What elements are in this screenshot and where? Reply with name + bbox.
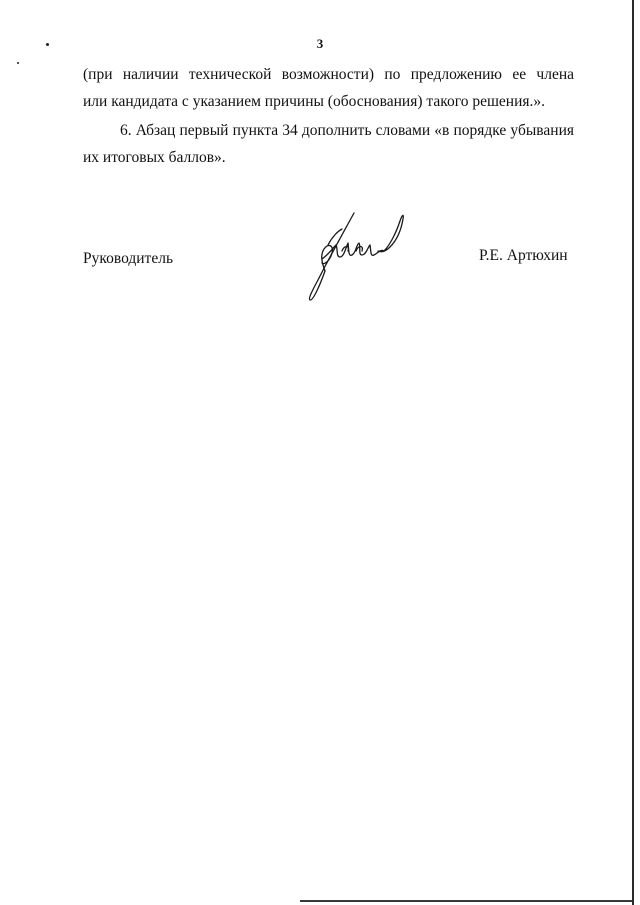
scan-edge-bottom xyxy=(300,900,632,902)
signatory-title: Руководитель xyxy=(83,250,174,267)
paragraph-1-line-1: (при наличии технической возможности) по предложению ее члена xyxy=(83,66,574,83)
page-number: 3 xyxy=(316,36,324,51)
paragraph-1-line-2: или кандидата с указанием причины (обоснования) такого решения.». xyxy=(83,93,545,110)
signatory-name: Р.Е. Артюхин xyxy=(479,247,568,264)
scan-speck xyxy=(17,62,19,64)
handwritten-signature-icon xyxy=(298,205,410,305)
paragraph-2-line-1: 6. Абзац первый пункта 34 дополнить словами «в порядке убывания xyxy=(120,122,574,139)
scan-edge-right xyxy=(632,0,634,905)
paragraph-2-line-2: их итоговых баллов». xyxy=(83,149,226,166)
